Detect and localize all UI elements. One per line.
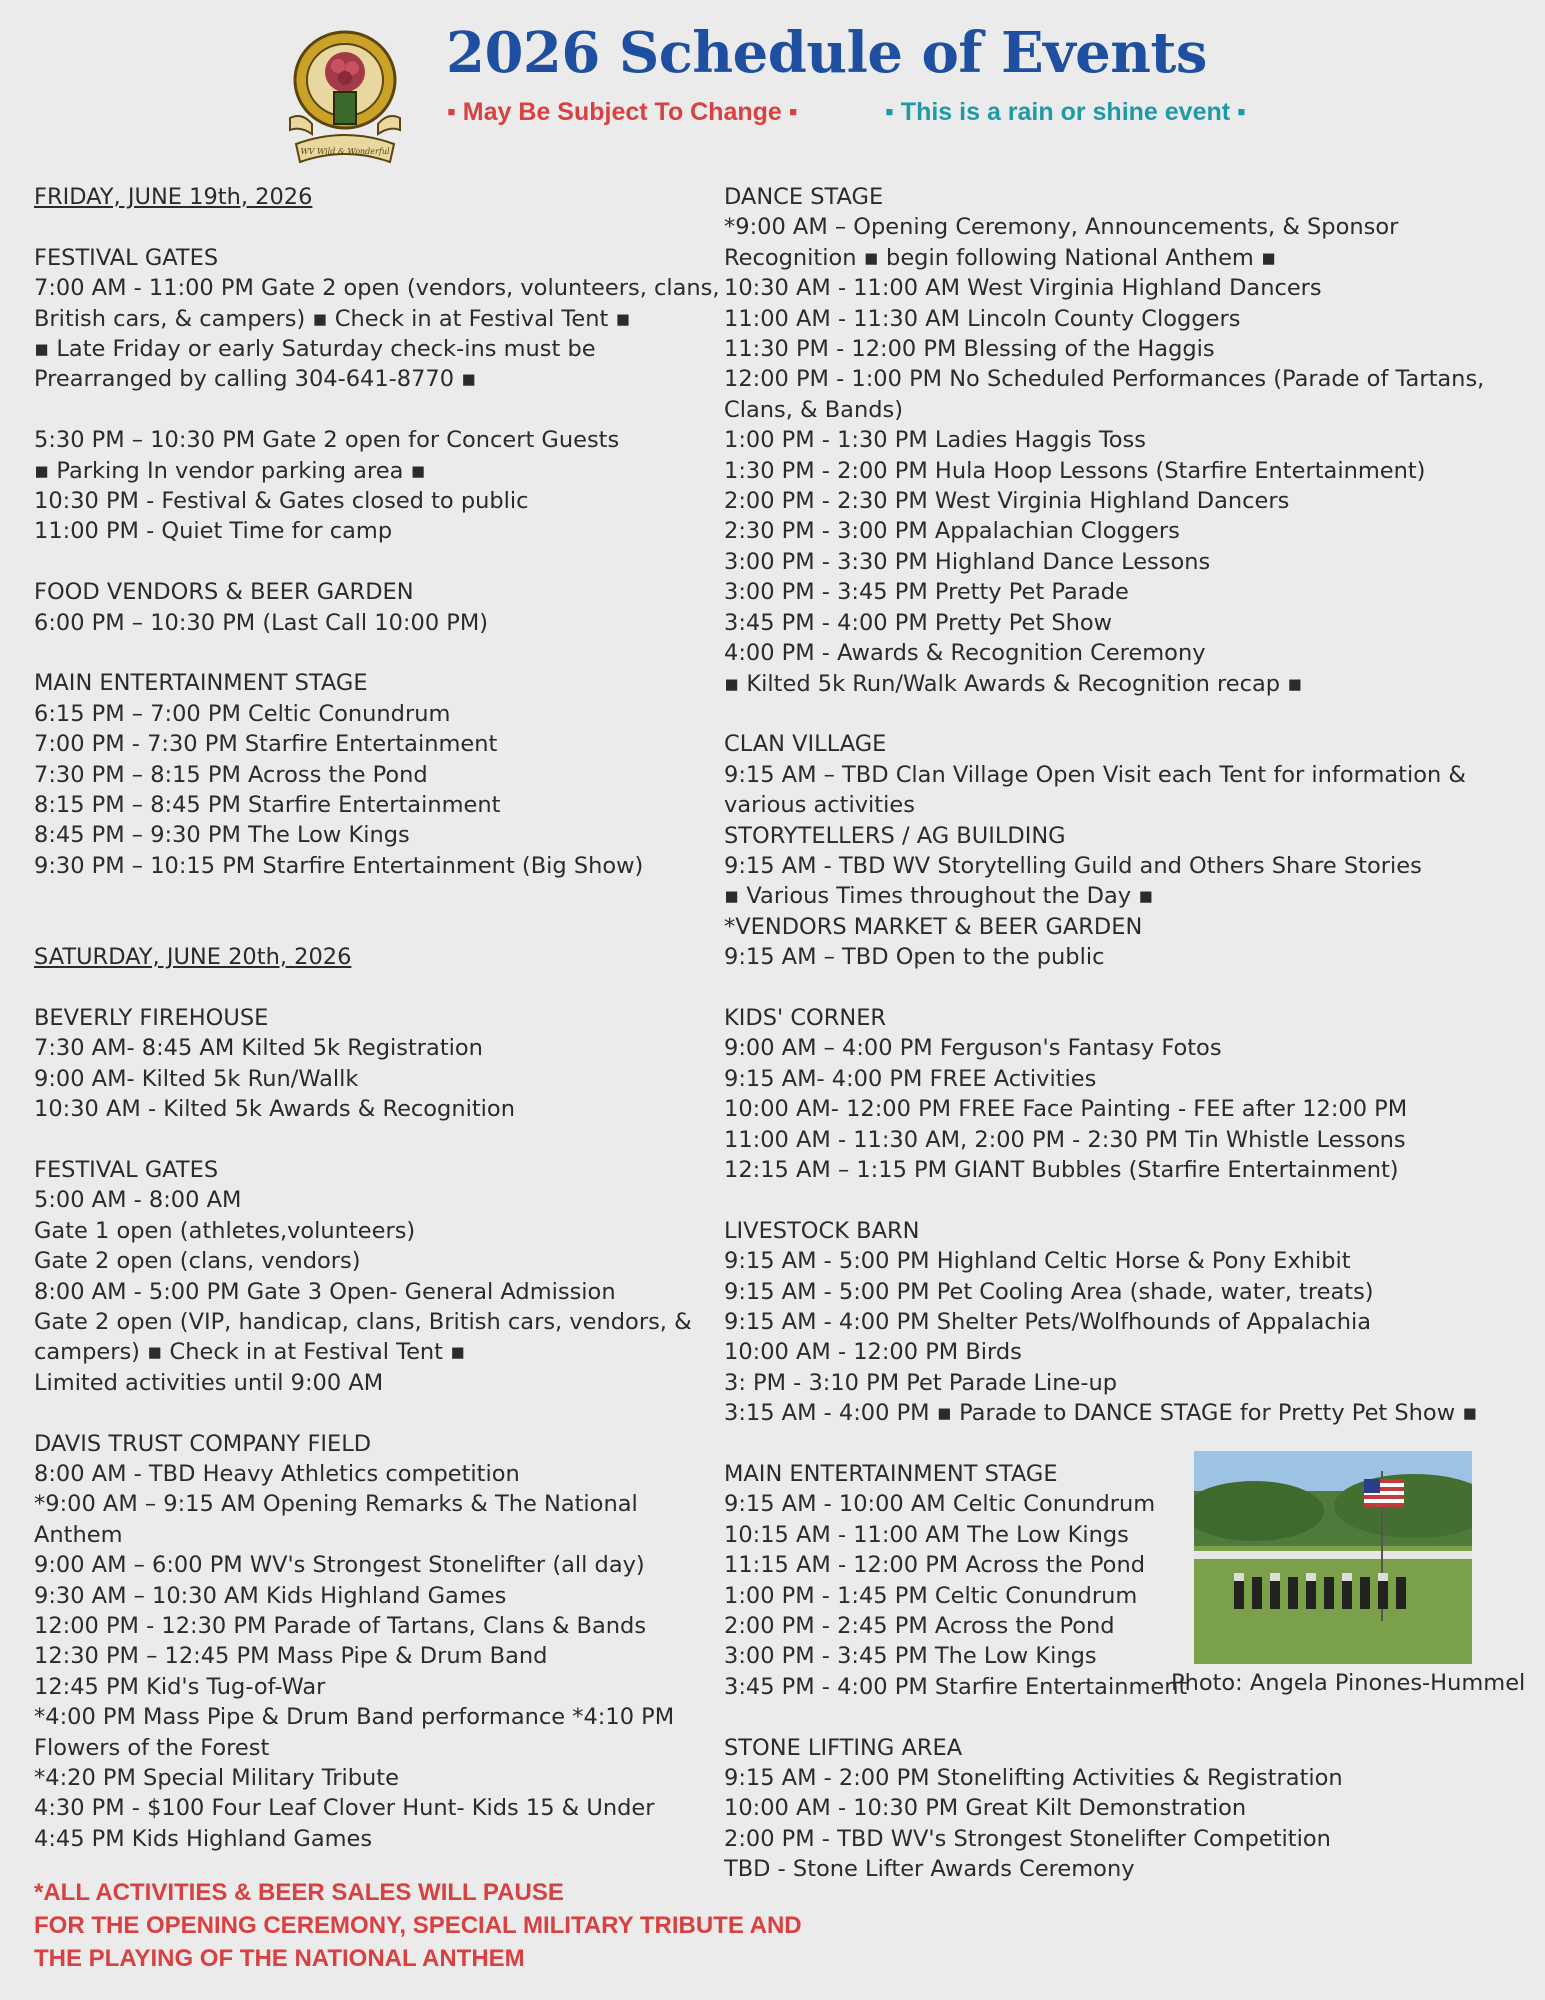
schedule-line: 4:00 PM - Awards & Recognition Ceremony	[724, 640, 1206, 667]
schedule-line: 8:45 PM – 9:30 PM The Low Kings	[34, 822, 410, 849]
schedule-line: 8:15 PM – 8:45 PM Starfire Entertainment	[34, 792, 501, 819]
schedule-line: 7:00 AM - 11:00 PM Gate 2 open (vendors, volunteers, clans,	[34, 275, 720, 302]
svg-text:WV Wild & Wonderful: WV Wild & Wonderful	[300, 147, 390, 156]
schedule-line: 6:00 PM – 10:30 PM (Last Call 10:00 PM)	[34, 609, 489, 636]
schedule-line: 7:30 AM- 8:45 AM Kilted 5k Registration	[34, 1035, 483, 1062]
schedule-line: 3:00 PM - 3:30 PM Highland Dance Lessons	[724, 548, 1211, 575]
schedule-line: 3:45 PM - 4:00 PM Pretty Pet Show	[724, 609, 1113, 636]
schedule-line: 8:00 AM - 5:00 PM Gate 3 Open- General Admission	[34, 1278, 616, 1305]
schedule-line: 9:15 AM - 5:00 PM Highland Celtic Horse & Pony Exhibit	[724, 1248, 1351, 1275]
schedule-line: Gate 1 open (athletes,volunteers)	[34, 1217, 416, 1244]
schedule-line: Gate 2 open (clans, vendors)	[34, 1248, 361, 1275]
section-title: DANCE STAGE	[724, 184, 884, 210]
schedule-line: Prearranged by calling 304-641-8770 ▪	[34, 366, 477, 393]
schedule-line: 12:30 PM – 12:45 PM Mass Pipe & Drum Band	[34, 1643, 548, 1670]
clan-crest-logo	[282, 26, 408, 172]
schedule-line: 3:15 AM - 4:00 PM ▪ Parade to DANCE STAGE for Pretty Pet Show ▪	[724, 1400, 1478, 1427]
notice-line: THE PLAYING OF THE NATIONAL ANTHEM	[34, 1945, 525, 1972]
page-title: 2026 Schedule of Events	[446, 20, 1207, 86]
schedule-line: ▪ Various Times throughout the Day ▪	[724, 883, 1154, 910]
schedule-line: 10:00 AM - 12:00 PM Birds	[724, 1339, 1022, 1366]
schedule-line: 4:45 PM Kids Highland Games	[34, 1825, 373, 1852]
schedule-line: 5:00 AM - 8:00 AM	[34, 1187, 242, 1214]
schedule-line: 9:00 AM – 6:00 PM WV's Strongest Stonelifter (all day)	[34, 1552, 645, 1579]
schedule-line: *4:00 PM Mass Pipe & Drum Band performance *4:10 PM	[34, 1704, 675, 1731]
schedule-line: 1:00 PM - 1:45 PM Celtic Conundrum	[724, 1582, 1138, 1609]
schedule-line: ▪ Kilted 5k Run/Walk Awards & Recognition recap ▪	[724, 670, 1303, 697]
section-title: FESTIVAL GATES	[34, 1156, 219, 1183]
notice-line: *ALL ACTIVITIES & BEER SALES WILL PAUSE	[34, 1879, 564, 1906]
schedule-line: 3:00 PM - 3:45 PM Pretty Pet Parade	[724, 579, 1129, 606]
schedule-line: 11:00 PM - Quiet Time for camp	[34, 518, 393, 545]
schedule-line: Gate 2 open (VIP, handicap, clans, British cars, vendors, &	[34, 1308, 692, 1335]
pipe-band-photo	[1194, 1451, 1472, 1664]
schedule-line: campers) ▪ Check in at Festival Tent ▪	[34, 1339, 466, 1366]
schedule-line: 3: PM - 3:10 PM Pet Parade Line-up	[724, 1369, 1118, 1396]
section-title: MAIN ENTERTAINMENT STAGE	[724, 1461, 1058, 1487]
schedule-line: 7:30 PM – 8:15 PM Across the Pond	[34, 761, 428, 788]
section-title: KIDS' CORNER	[724, 1004, 887, 1031]
schedule-line: 11:00 AM - 11:30 AM Lincoln County Cloggers	[724, 305, 1241, 332]
schedule-line: 3:00 PM - 3:45 PM The Low Kings	[724, 1643, 1097, 1670]
section-title: *VENDORS MARKET & BEER GARDEN	[724, 913, 1143, 940]
schedule-line: 10:30 PM - Festival & Gates closed to public	[34, 488, 529, 515]
section-title: MAIN ENTERTAINMENT STAGE	[34, 670, 368, 697]
notice-line: FOR THE OPENING CEREMONY, SPECIAL MILITARY TRIBUTE AND	[34, 1912, 802, 1939]
schedule-line: ▪ Parking In vendor parking area ▪	[34, 457, 426, 484]
schedule-line: 9:15 AM - 2:00 PM Stonelifting Activities & Registration	[724, 1765, 1343, 1792]
saturday-heading: SATURDAY, JUNE 20th, 2026	[34, 944, 352, 971]
rain-or-shine-note: ▪ This is a rain or shine event ▪	[885, 98, 1246, 126]
photo-caption: Photo: Angela Pinones-Hummel	[1171, 1670, 1526, 1696]
section-title: STONE LIFTING AREA	[724, 1734, 963, 1761]
schedule-line: 1:00 PM - 1:30 PM Ladies Haggis Toss	[724, 427, 1146, 454]
section-title: FOOD VENDORS & BEER GARDEN	[34, 579, 414, 606]
section-title: STORYTELLERS / AG BUILDING	[724, 822, 1066, 849]
section-title: CLAN VILLAGE	[724, 731, 887, 758]
schedule-line: 9:00 AM – 4:00 PM Ferguson's Fantasy Fotos	[724, 1035, 1222, 1062]
section-title: FESTIVAL GATES	[34, 244, 219, 271]
schedule-line: Recognition ▪ begin following National Anthem ▪	[724, 244, 1277, 271]
schedule-line: 12:00 PM - 12:30 PM Parade of Tartans, Clans & Bands	[34, 1612, 647, 1639]
schedule-line: 10:00 AM- 12:00 PM FREE Face Painting - FEE after 12:00 PM	[724, 1096, 1408, 1123]
schedule-line: 9:15 AM - 4:00 PM Shelter Pets/Wolfhounds of Appalachia	[724, 1308, 1372, 1335]
schedule-line: 9:15 AM – TBD Open to the public	[724, 944, 1105, 971]
schedule-line: *9:00 AM – 9:15 AM Opening Remarks & The National	[34, 1491, 638, 1518]
section-title: LIVESTOCK BARN	[724, 1217, 920, 1244]
schedule-line: 10:00 AM - 10:30 PM Great Kilt Demonstration	[724, 1795, 1247, 1822]
schedule-line: Flowers of the Forest	[34, 1734, 270, 1761]
schedule-line: 1:30 PM - 2:00 PM Hula Hoop Lessons (Starfire Entertainment)	[724, 457, 1426, 484]
schedule-line: 9:15 AM - 5:00 PM Pet Cooling Area (shade, water, treats)	[724, 1278, 1374, 1305]
schedule-line: various activities	[724, 792, 915, 819]
schedule-line: 2:30 PM - 3:00 PM Appalachian Cloggers	[724, 518, 1180, 545]
schedule-line: *9:00 AM – Opening Ceremony, Announcements, & Sponsor	[724, 214, 1399, 241]
schedule-line: 2:00 PM - TBD WV's Strongest Stonelifter Competition	[724, 1825, 1331, 1852]
schedule-line: 11:00 AM - 11:30 AM, 2:00 PM - 2:30 PM Tin Whistle Lessons	[724, 1126, 1406, 1153]
schedule-line: 3:45 PM - 4:00 PM Starfire Entertainment	[724, 1673, 1188, 1700]
schedule-line: 12:45 PM Kid's Tug-of-War	[34, 1673, 326, 1700]
friday-heading: FRIDAY, JUNE 19th, 2026	[34, 184, 313, 210]
schedule-line: 2:00 PM - 2:30 PM West Virginia Highland Dancers	[724, 488, 1290, 515]
schedule-line: 9:30 AM – 10:30 AM Kids Highland Games	[34, 1582, 507, 1609]
schedule-line: 11:30 PM - 12:00 PM Blessing of the Haggis	[724, 336, 1215, 363]
schedule-line: British cars, & campers) ▪ Check in at Festival Tent ▪	[34, 305, 631, 332]
schedule-line: 8:00 AM - TBD Heavy Athletics competition	[34, 1460, 520, 1487]
schedule-line: TBD - Stone Lifter Awards Ceremony	[724, 1856, 1135, 1883]
schedule-line: 9:15 AM - TBD WV Storytelling Guild and Others Share Stories	[724, 852, 1422, 879]
schedule-line: 11:15 AM - 12:00 PM Across the Pond	[724, 1552, 1145, 1579]
schedule-line: 10:30 AM - 11:00 AM West Virginia Highland Dancers	[724, 275, 1322, 302]
section-title: BEVERLY FIREHOUSE	[34, 1004, 269, 1031]
schedule-line: 7:00 PM - 7:30 PM Starfire Entertainment	[34, 731, 498, 758]
schedule-line: 12:15 AM – 1:15 PM GIANT Bubbles (Starfire Entertainment)	[724, 1156, 1399, 1183]
schedule-line: 5:30 PM – 10:30 PM Gate 2 open for Concert Guests	[34, 427, 620, 454]
schedule-line: 4:30 PM - $100 Four Leaf Clover Hunt- Kids 15 & Under	[34, 1795, 655, 1822]
schedule-line: 6:15 PM – 7:00 PM Celtic Conundrum	[34, 700, 451, 727]
schedule-line: 12:00 PM - 1:00 PM No Scheduled Performances (Parade of Tartans,	[724, 366, 1485, 393]
section-title: DAVIS TRUST COMPANY FIELD	[34, 1430, 372, 1457]
schedule-line: 9:15 AM – TBD Clan Village Open Visit each Tent for information &	[724, 761, 1466, 788]
schedule-line: 2:00 PM - 2:45 PM Across the Pond	[724, 1613, 1115, 1640]
schedule-line: 9:30 PM – 10:15 PM Starfire Entertainment (Big Show)	[34, 852, 644, 879]
schedule-line: 9:00 AM- Kilted 5k Run/Wallk	[34, 1065, 359, 1092]
left-column	[34, 182, 720, 1854]
schedule-line: Limited activities until 9:00 AM	[34, 1369, 384, 1396]
schedule-line: *4:20 PM Special Military Tribute	[34, 1765, 399, 1791]
schedule-line: 10:30 AM - Kilted 5k Awards & Recognition	[34, 1096, 515, 1123]
schedule-line: 10:15 AM - 11:00 AM The Low Kings	[724, 1521, 1129, 1548]
schedule-line: 9:15 AM - 10:00 AM Celtic Conundrum	[724, 1491, 1156, 1518]
schedule-line: Anthem	[34, 1521, 123, 1548]
pause-notice	[34, 1876, 802, 1975]
schedule-line: 9:15 AM- 4:00 PM FREE Activities	[724, 1065, 1097, 1092]
subject-to-change-note: ▪ May Be Subject To Change ▪	[447, 98, 798, 126]
schedule-line: ▪ Late Friday or early Saturday check-ins must be	[34, 336, 596, 363]
schedule-line: Clans, & Bands)	[724, 396, 904, 423]
